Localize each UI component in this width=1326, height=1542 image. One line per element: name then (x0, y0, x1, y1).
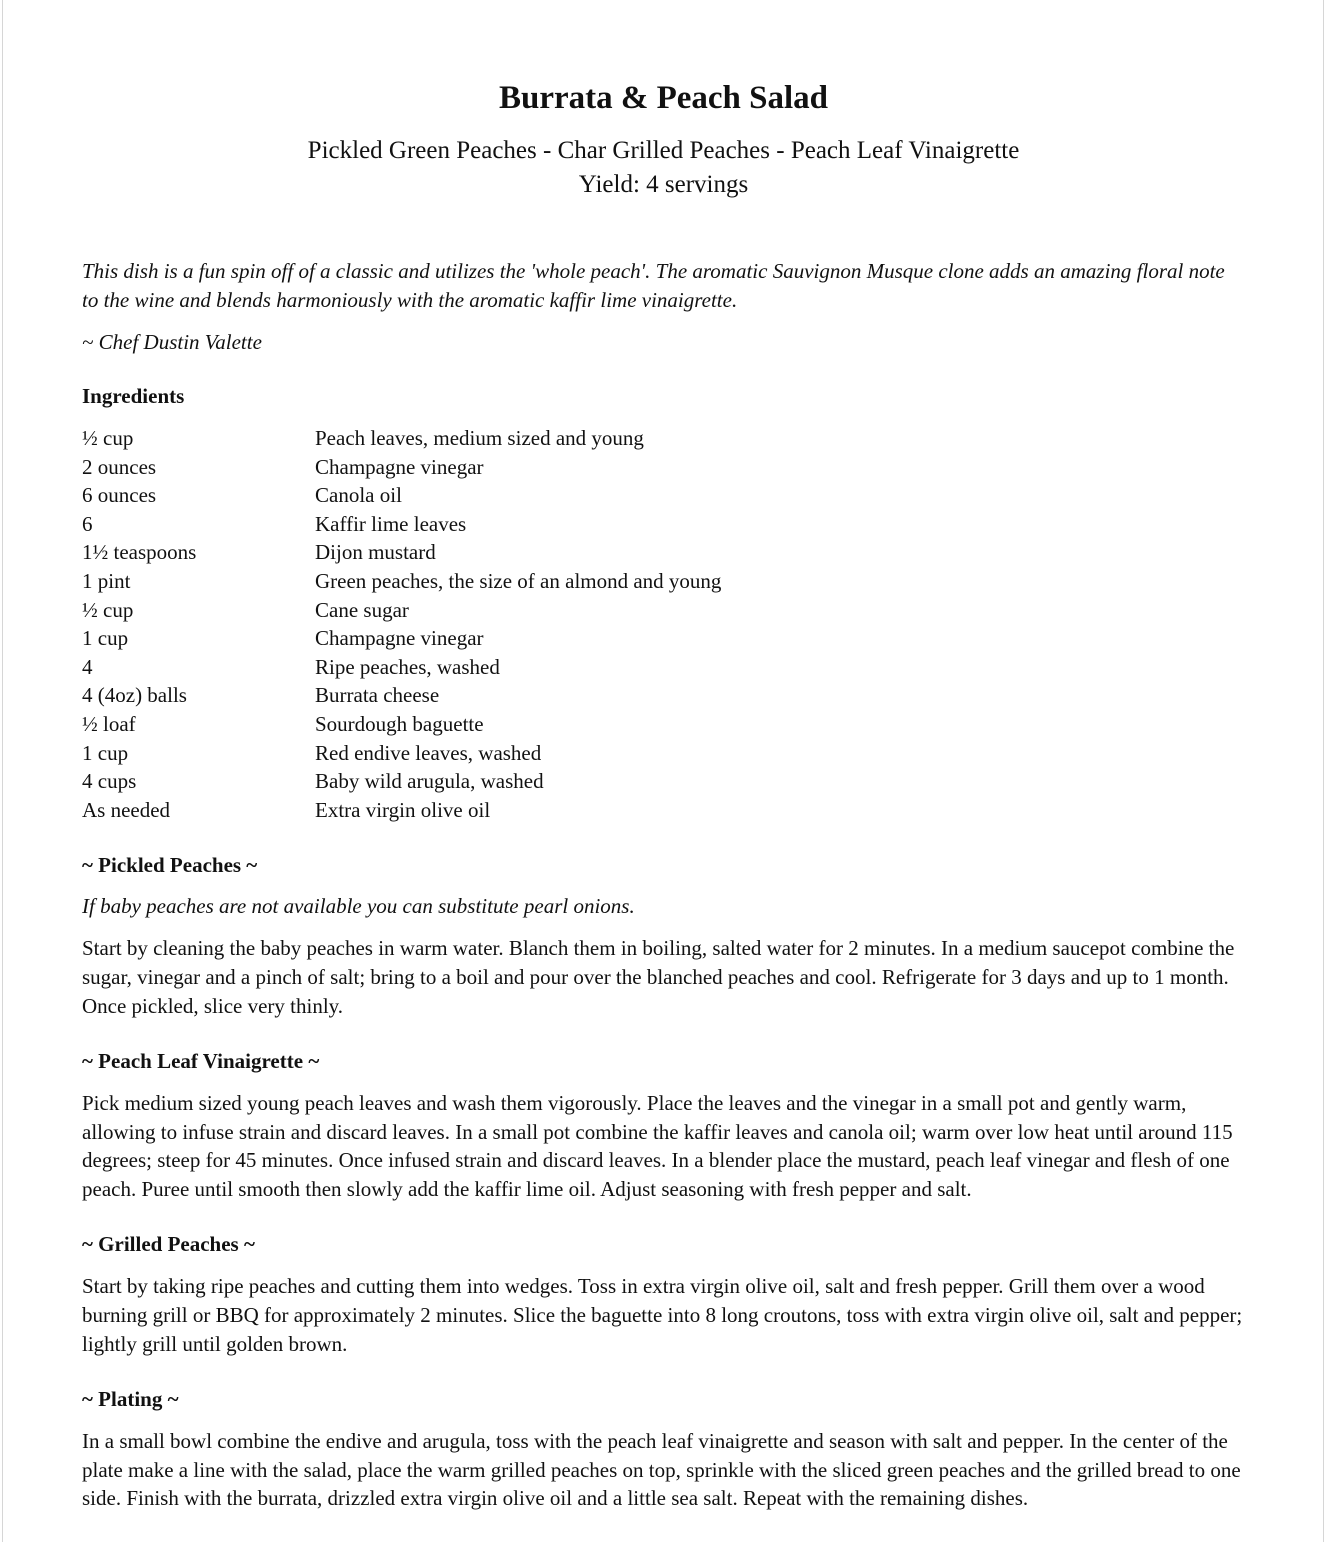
ingredient-item: Burrata cheese (315, 683, 440, 708)
vinaigrette-instructions: Pick medium sized young peach leaves and wash them vigorously. Place the leaves and the vinegar in a small pot and gently warm, allowing to infuse strain and discard leaves. In a small pot combine the kaffir leaves and canola oil; warm over low heat until around 115 degrees; steep for 45 minutes. Once infused strain and discard leaves. In a blender place the mustard, peach leaf vinegar and flesh of one peach. Puree until smooth then slowly add the kaffir lime oil. Adjust seasoning with fresh pepper and salt. (82, 1091, 1233, 1201)
recipe-title: Burrata & Peach Salad (498, 80, 829, 116)
ingredient-row (82, 510, 721, 539)
ingredient-quantity: 4 (4oz) balls (82, 683, 187, 708)
ingredient-row (82, 624, 721, 653)
ingredient-quantity: 4 cups (82, 769, 137, 794)
ingredient-quantity: 1 cup (82, 626, 129, 651)
chef-signature: ~ Chef Dustin Valette (82, 330, 262, 354)
ingredient-quantity: 6 ounces (82, 483, 157, 508)
grilled-peaches-heading: ~ Grilled Peaches ~ (82, 1232, 255, 1257)
ingredient-item: Sourdough baguette (315, 711, 484, 736)
ingredient-row (82, 424, 721, 453)
ingredient-item: Green peaches, the size of an almond and young (315, 568, 722, 593)
ingredient-row (82, 767, 721, 796)
ingredient-row (82, 453, 721, 482)
grilled-peaches-instructions: Start by taking ripe peaches and cutting them into wedges. Toss in extra virgin olive oil, salt and fresh pepper. Grill them over a wood burning grill or BBQ for approximately 2 minutes. Slice the baguette into 8 long croutons, toss with extra virgin olive oil, salt and pepper; lightly grill until golden brown. (82, 1274, 1243, 1356)
ingredient-quantity: 6 (82, 511, 93, 536)
ingredient-item: Baby wild arugula, washed (315, 769, 544, 794)
ingredient-item: Champagne vinegar (315, 626, 484, 651)
pickled-peaches-note: If baby peaches are not available you can substitute pearl onions. (82, 894, 635, 919)
pickled-peaches-heading: ~ Pickled Peaches ~ (82, 853, 258, 878)
ingredient-row (82, 710, 721, 739)
ingredient-row (82, 538, 721, 567)
ingredient-item: Canola oil (315, 483, 402, 508)
ingredient-quantity: 1½ teaspoons (82, 540, 197, 565)
recipe-yield: Yield: 4 servings (578, 171, 749, 198)
ingredient-row (82, 596, 721, 625)
pickled-peaches-instructions: Start by cleaning the baby peaches in warm water. Blanch them in boiling, salted water for 2 minutes. In a medium saucepot combine the sugar, vinegar and a pinch of salt; bring to a boil and pour over the blanched peaches and cool. Refrigerate for 3 days and up to 1 month. Once pickled, slice very thinly. (82, 936, 1235, 1018)
ingredient-row (82, 739, 721, 768)
ingredient-quantity: ½ loaf (82, 711, 136, 736)
ingredient-item: Kaffir lime leaves (315, 511, 467, 536)
recipe-page (2, 0, 1324, 1542)
vinaigrette-heading: ~ Peach Leaf Vinaigrette ~ (82, 1049, 320, 1074)
recipe-intro: This dish is a fun spin off of a classic and utilizes the 'whole peach'. The aromatic Sauvignon Musque clone adds an amazing floral note to the wine and blends harmoniously with the aromatic kaffir lime vinaigrette. (82, 259, 1225, 312)
ingredient-item: Red endive leaves, washed (315, 740, 542, 765)
ingredient-row (82, 796, 721, 825)
ingredient-row (82, 653, 721, 682)
ingredient-item: Extra virgin olive oil (315, 797, 491, 822)
ingredient-quantity: As needed (82, 797, 171, 822)
plating-instructions: In a small bowl combine the endive and arugula, toss with the peach leaf vinaigrette and season with salt and pepper. In the center of the plate make a line with the salad, place the warm grilled peaches on top, sprinkle with the sliced green peaches and the grilled bread to one side. Finish with the burrata, drizzled extra virgin olive oil and a little sea salt. Repeat with the remaining dishes. (82, 1429, 1241, 1511)
plating-heading: ~ Plating ~ (82, 1387, 179, 1412)
ingredient-quantity: 2 ounces (82, 454, 157, 479)
ingredient-quantity: ½ cup (82, 597, 134, 622)
ingredient-item: Ripe peaches, washed (315, 654, 500, 679)
ingredient-item: Champagne vinegar (315, 454, 484, 479)
ingredient-row (82, 567, 721, 596)
ingredient-quantity: 1 cup (82, 740, 129, 765)
ingredients-heading: Ingredients (82, 384, 185, 408)
ingredient-row (82, 481, 721, 510)
ingredient-quantity: 4 (82, 654, 93, 679)
ingredient-item: Peach leaves, medium sized and young (315, 426, 644, 450)
ingredients-table (82, 424, 721, 824)
ingredient-row (82, 681, 721, 710)
ingredient-quantity: ½ cup (82, 426, 134, 450)
ingredient-quantity: 1 pint (82, 568, 131, 593)
ingredient-item: Cane sugar (315, 597, 409, 622)
ingredient-item: Dijon mustard (315, 540, 436, 565)
recipe-subtitle: Pickled Green Peaches - Char Grilled Peaches - Peach Leaf Vinaigrette (307, 137, 1020, 164)
